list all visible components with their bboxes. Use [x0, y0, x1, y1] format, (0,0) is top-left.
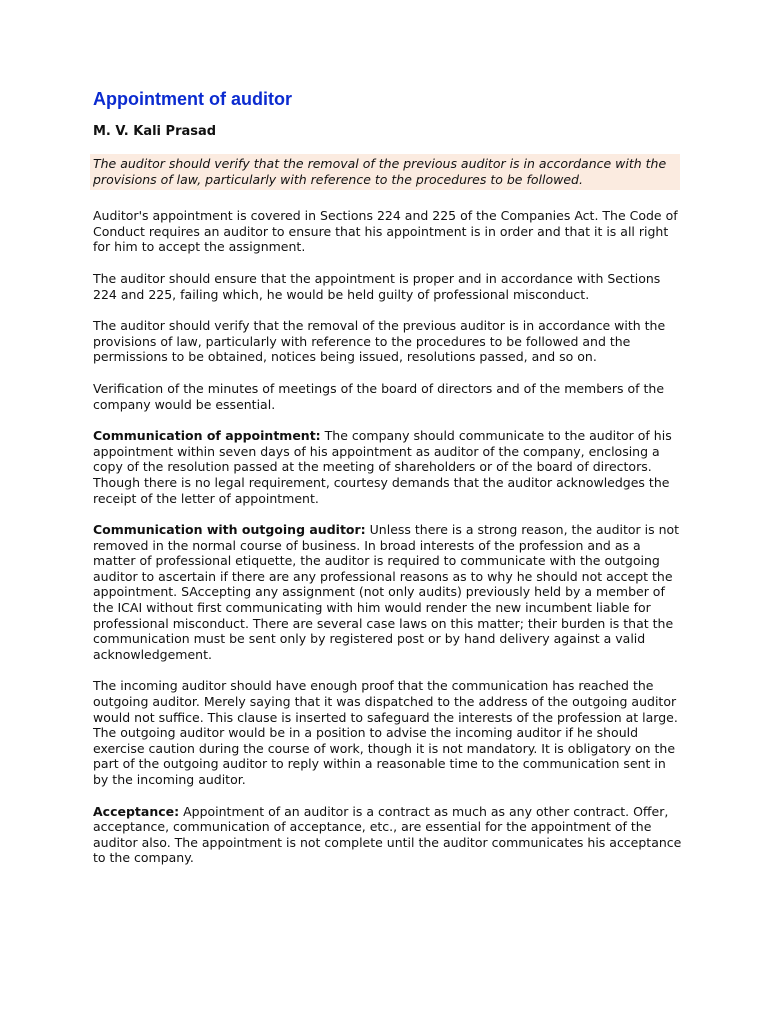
paragraph: [93, 678, 683, 787]
paragraph: [93, 804, 683, 866]
paragraph-heading: Communication with outgoing auditor:: [93, 522, 366, 538]
paragraph-text: Unless there is a strong reason, the auditor is not removed in the normal course of business. In broad interests of the profession and as a matter of professional etiquette, the auditor is required to communicate with the outgoing auditor to ascertain if there are any professional reasons as to why he should not accept the appointment. SAccepting any assignment (not only audits) previously held by a member of the ICAI without first communicating with him would render the new incumbent liable for professional misconduct. There are several case laws on this matter; their burden is that the communication must be sent only by registered post or by hand delivery against a valid acknowledgement.: [93, 522, 680, 662]
paragraph-heading: Acceptance:: [93, 803, 180, 819]
paragraph-text: Appointment of an auditor is a contract as much as any other contract. Offer, acceptance, communication of acceptance, etc., are essential for the appointment of the auditor also. The appointment is not complete until the auditor communicates his acceptance to the company.: [93, 803, 682, 866]
paragraph-heading: Communication of appointment:: [93, 428, 321, 444]
author-name: M. V. Kali Prasad: [93, 124, 217, 139]
highlight-quote: The auditor should verify that the removal of the previous auditor is in accordance with the provisions of law, particularly with reference to the procedures to be followed.: [90, 154, 680, 190]
paragraph-text: The company should communicate to the auditor of his appointment within seven days of his appointment as auditor of the company, enclosing a copy of the resolution passed at the meeting of shareholders or of the board of directors. Though there is no legal requirement, courtesy demands that the auditor acknowledges the receipt of the letter of appointment.: [93, 428, 672, 506]
paragraph: [93, 428, 683, 506]
paragraph-text: The incoming auditor should have enough proof that the communication has reached the outgoing auditor. Merely saying that it was dispatched to the address of the outgoing auditor would not suffice. This clause is inserted to safeguard the interests of the profession at large. The outgoing auditor would be in a position to advise the incoming auditor if he should exercise caution during the course of work, though it is not mandatory. It is obligatory on the part of the outgoing auditor to reply within a reasonable time to the communication sent in by the incoming auditor.: [93, 678, 678, 787]
paragraph: [93, 381, 683, 412]
paragraph-text: Auditor's appointment is covered in Sections 224 and 225 of the Companies Act. The Code of Conduct requires an auditor to ensure that his appointment is in order and that it is all right for him to accept the assignment.: [93, 208, 678, 255]
paragraph-text: Verification of the minutes of meetings of the board of directors and of the members of the company would be essential.: [93, 380, 665, 412]
article-title: Appointment of auditor: [93, 89, 292, 109]
article: [93, 88, 683, 866]
paragraph: [93, 208, 683, 255]
paragraph: [93, 271, 683, 302]
paragraph: [93, 318, 683, 365]
paragraph-text: The auditor should verify that the removal of the previous auditor is in accordance with the provisions of law, particularly with reference to the procedures to be followed and the permissions to be obtained, notices being issued, resolutions passed, and so on.: [93, 318, 666, 365]
paragraph-text: The auditor should ensure that the appointment is proper and in accordance with Sections 224 and 225, failing which, he would be held guilty of professional misconduct.: [93, 270, 661, 302]
paragraph: [93, 522, 683, 662]
